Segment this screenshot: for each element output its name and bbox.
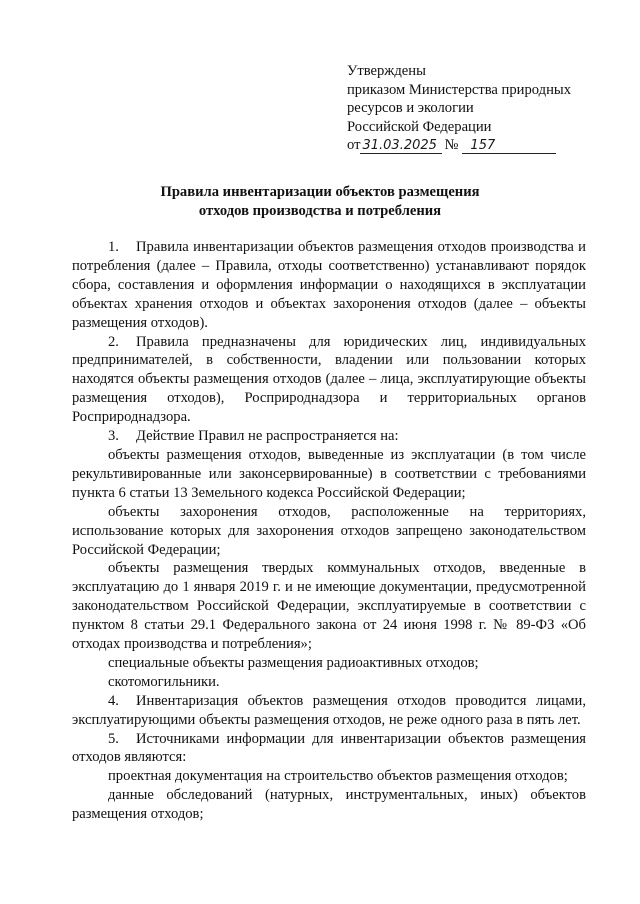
paragraph-5 (72, 730, 586, 768)
paragraph-text: Действие Правил не распространяется на: (136, 428, 399, 445)
paragraph-2 (72, 333, 586, 428)
list-item: объекты захоронения отходов, расположенные на территориях, использование которых для захоронения отходов запрещено законодательством Российской Федерации; (72, 503, 586, 558)
paragraph-4 (72, 692, 586, 730)
list-item: объекты размещения твердых коммунальных отходов, введенные в эксплуатацию до 1 января 2019 г. и не имеющие документации, предусмотренной законодательством Российской Федерации, эксплуатируемые в соответствии с пунктом 8 статьи 29.1 Федерального закона от 24 июня 1998 г. № 89-ФЗ «Об отходах производства и потребления»; (72, 560, 586, 653)
paragraph-3 (72, 427, 586, 446)
paragraph-number: 3. (108, 428, 119, 445)
paragraph-number: 2. (108, 333, 119, 350)
paragraph-text: Источниками информации для инвентаризации объектов размещения отходов являются: (72, 730, 586, 766)
document-title (0, 183, 640, 220)
paragraph-number: 4. (108, 692, 119, 709)
number-sign: № (444, 137, 459, 153)
approval-line-1: Утверждены (347, 63, 426, 79)
paragraph-number: 1. (108, 239, 119, 255)
paragraph-text: Правила предназначены для юридических лиц, индивидуальных предпринимателей, в собственности, владении или пользовании которых находятся объекты размещения отходов (далее – лица, эксплуатирующие объекты размещения отходов), Росприроднадзора и территориальных органов Росприроднадзора. (72, 333, 586, 426)
approval-line-3: ресурсов и экологии (347, 100, 474, 116)
title-line-1: Правила инвентаризации объектов размещения (160, 184, 480, 200)
list-item: скотомогильники. (108, 673, 220, 690)
approval-line-2: приказом Министерства природных (347, 81, 571, 98)
list-item: специальные объекты размещения радиоактивных отходов; (108, 654, 479, 671)
list-item: данные обследований (натурных, инструментальных, иных) объектов размещения отходов; (72, 787, 586, 823)
paragraph-text: Инвентаризация объектов размещения отходов проводится лицами, эксплуатирующими объекты размещения отходов, не реже одного раза в пять лет. (72, 692, 586, 728)
handwritten-date: 31.03.2025 (360, 138, 442, 154)
document-body (72, 238, 586, 824)
list-item: объекты размещения отходов, выведенные из эксплуатации (в том числе рекультивированные или законсервированные) в соответствии с требованиями пункта 6 статьи 13 Земельного кодекса Российской Федерации; (72, 446, 586, 501)
from-label: от (347, 137, 361, 153)
title-line-2: отходов производства и потребления (198, 202, 442, 219)
paragraph-number: 5. (108, 730, 119, 747)
approval-line-4: Российской Федерации (347, 118, 492, 135)
handwritten-order-number: 157 (462, 138, 556, 154)
paragraph-1 (72, 238, 586, 333)
approval-date-number-line (347, 136, 607, 155)
list-item: проектная документация на строительство объектов размещения отходов; (108, 768, 568, 785)
paragraph-text: Правила инвентаризации объектов размещения отходов производства и потребления (далее – Правила, отходы соответственно) устанавливают порядок сбора, составления и оформления информации о находящихся в эксплуатации объектах хранения отходов и объектах захоронения отходов (далее – объекты размещения отходов). (72, 239, 586, 331)
approval-block (347, 62, 607, 155)
